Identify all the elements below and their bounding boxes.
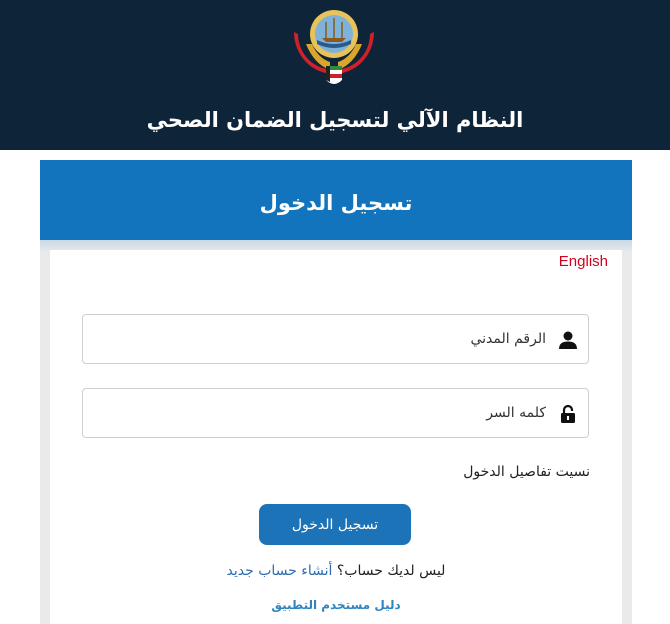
login-panel-title: تسجيل الدخول: [40, 160, 632, 240]
login-card: [50, 250, 622, 624]
password-input[interactable]: [83, 389, 588, 437]
english-language-link[interactable]: English: [558, 253, 608, 270]
login-panel: [40, 160, 632, 624]
signup-prompt: ليس لديك حساب؟: [336, 563, 446, 579]
user-guide-link[interactable]: دليل مستخدم التطبيق: [271, 598, 401, 612]
password-field[interactable]: [82, 388, 589, 438]
top-header: [0, 0, 670, 150]
kuwait-emblem-icon: [284, 4, 384, 94]
login-button[interactable]: تسجيل الدخول: [259, 504, 411, 545]
civil-id-field[interactable]: [82, 314, 589, 364]
civil-id-input[interactable]: [83, 315, 588, 363]
signup-line: [50, 563, 622, 579]
lock-icon: [558, 404, 578, 424]
forgot-login-link[interactable]: نسيت تفاصيل الدخول: [463, 464, 590, 480]
create-account-link[interactable]: أنشاء حساب جديد: [226, 563, 333, 579]
system-title: النظام الآلي لتسجيل الضمان الصحي: [146, 108, 524, 132]
user-icon: [558, 330, 578, 350]
